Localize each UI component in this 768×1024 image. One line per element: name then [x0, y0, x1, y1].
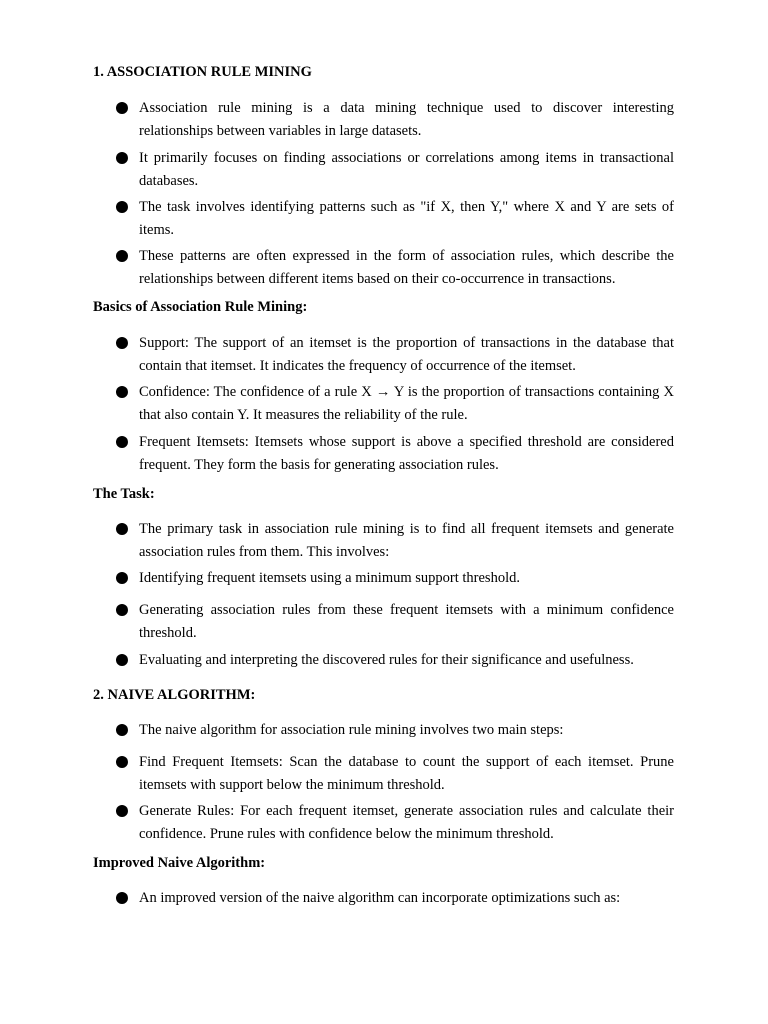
bullet-icon — [116, 436, 128, 448]
bullet-icon — [116, 152, 128, 164]
list-item-text: Generate Rules: For each frequent itemset, generate association rules and calculate their confidence. Prune rules with confidence below the minimum threshold. — [139, 803, 674, 842]
section-heading-naive-algorithm: 2. NAIVE ALGORITHM: — [93, 687, 256, 703]
bullet-icon — [116, 201, 128, 213]
list-item-text: The task involves identifying patterns such as "if X, then Y," where X and Y are sets of items. — [139, 199, 674, 238]
list-item-text: Generating association rules from these frequent itemsets with a minimum confidence threshold. — [139, 602, 674, 641]
list-item — [116, 800, 674, 846]
subheading-improved-naive-algorithm: Improved Naive Algorithm: — [93, 855, 266, 871]
bullet-icon — [116, 523, 128, 535]
list-item-text: Confidence: The confidence of a rule X → Y is the proportion of transactions containing X that also contain Y. It measures the reliability of the rule. — [139, 384, 674, 423]
list-item-text: Find Frequent Itemsets: Scan the database to count the support of each itemset. Prune itemsets with support below the minimum threshold. — [139, 754, 674, 793]
list-item-text: The naive algorithm for association rule mining involves two main steps: — [139, 722, 564, 738]
list-item — [116, 196, 674, 242]
bullet-icon — [116, 572, 128, 584]
list-item — [116, 332, 674, 378]
list-item-text: An improved version of the naive algorithm can incorporate optimizations such as: — [139, 890, 621, 906]
list-item-text: The primary task in association rule mining is to find all frequent itemsets and generate association rules from them. This involves: — [139, 521, 674, 560]
subheading-basics: Basics of Association Rule Mining: — [93, 299, 308, 315]
list-item-text: Support: The support of an itemset is the proportion of transactions in the database that contain that itemset. It indicates the frequency of occurrence of the itemset. — [139, 335, 674, 374]
list-item — [116, 381, 674, 427]
bullet-icon — [116, 756, 128, 768]
list-item — [116, 599, 674, 645]
list-item-text: Association rule mining is a data mining technique used to discover interesting relationships between variables in large datasets. — [139, 100, 674, 139]
list-item — [116, 887, 674, 910]
list-item — [116, 649, 674, 672]
list-item — [116, 567, 674, 590]
bullet-icon — [116, 250, 128, 262]
list-item-text: Evaluating and interpreting the discovered rules for their significance and usefulness. — [139, 652, 634, 668]
list-item — [116, 719, 674, 742]
list-item-text: It primarily focuses on finding associations or correlations among items in transactional databases. — [139, 150, 674, 189]
bullet-icon — [116, 604, 128, 616]
list-item — [116, 751, 674, 797]
section-heading-association-rule-mining: 1. ASSOCIATION RULE MINING — [93, 64, 312, 80]
bullet-icon — [116, 892, 128, 904]
bullet-icon — [116, 724, 128, 736]
list-item — [116, 147, 674, 193]
bullet-icon — [116, 386, 128, 398]
bullet-icon — [116, 805, 128, 817]
list-item — [116, 518, 674, 564]
list-item — [116, 97, 674, 143]
subheading-the-task: The Task: — [93, 486, 155, 502]
bullet-icon — [116, 654, 128, 666]
list-item-text: These patterns are often expressed in the form of association rules, which describe the relationships between different items based on their co-occurrence in transactions. — [139, 248, 674, 287]
list-item-text: Identifying frequent itemsets using a minimum support threshold. — [139, 570, 520, 586]
list-item — [116, 431, 674, 477]
bullet-icon — [116, 102, 128, 114]
bullet-icon — [116, 337, 128, 349]
list-item-text: Frequent Itemsets: Itemsets whose support is above a specified threshold are considered frequent. They form the basis for generating association rules. — [139, 434, 674, 473]
list-item — [116, 245, 674, 291]
